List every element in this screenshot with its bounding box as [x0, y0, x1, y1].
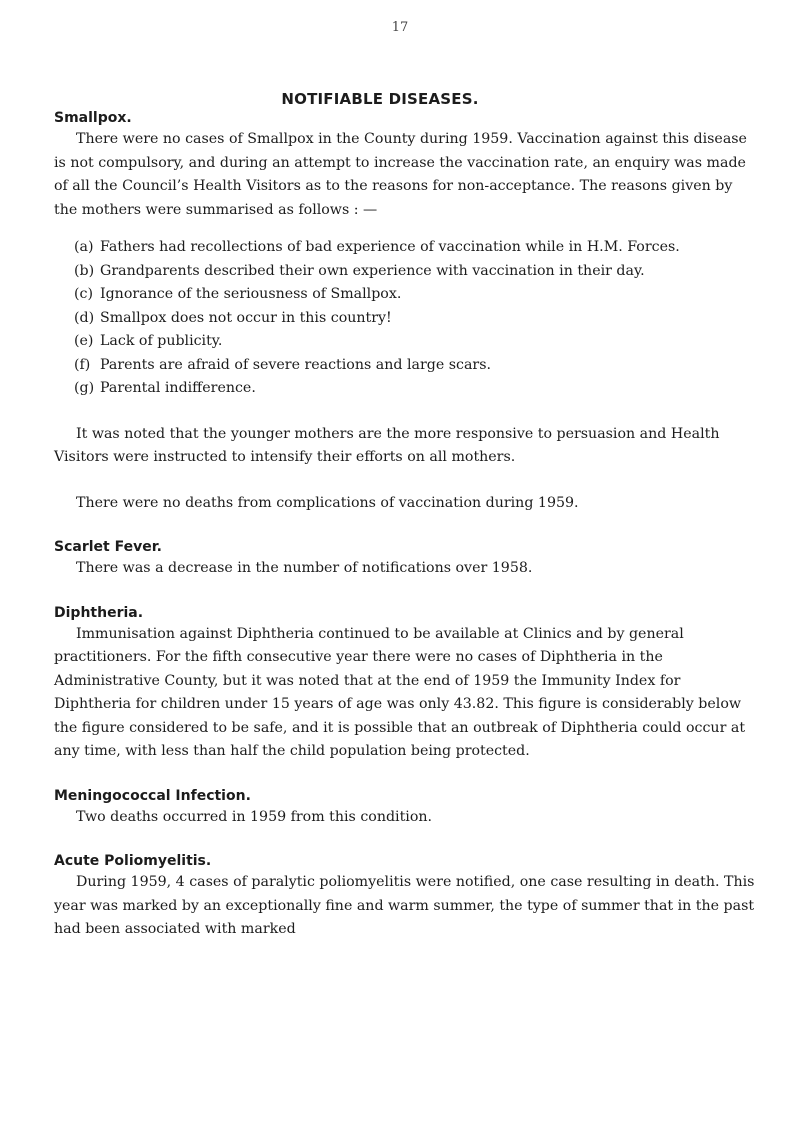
smallpox-paragraph-1: There were no cases of Smallpox in the County during 1959. Vaccination against this disease is not compulsory, and during an attempt to increase the vaccination rate, an enquiry was made of all the Council’s Health Visitors as to the reasons for non-acceptance. The reasons given by the mothers were summarised as follows : — — [54, 131, 747, 218]
list-item-marker: (d) — [74, 309, 95, 326]
non-acceptance-reasons-list — [54, 236, 760, 401]
list-item — [74, 236, 760, 260]
section-poliomyelitis — [54, 851, 760, 942]
list-item-marker: (g) — [74, 380, 95, 396]
list-item-text: Fathers had recollections of bad experience of vaccination while in H.M. Forces. — [100, 239, 680, 255]
smallpox-paragraph-3: There were no deaths from complications of vaccination during 1959. — [76, 494, 579, 511]
list-item-text: Lack of publicity. — [100, 333, 223, 349]
list-item — [74, 283, 760, 307]
list-item-text: Smallpox does not occur in this country! — [100, 309, 392, 326]
section-heading-smallpox: Smallpox. — [54, 110, 132, 126]
diphtheria-paragraph: Immunisation against Diphtheria continued to be available at Clinics and by general practitioners. For the fifth consecutive year there were no cases of Diphtheria in the Administrative County, but it was noted that at the end of 1959 the Immunity Index for Diphtheria for children under 15 years of age was only 43.82. This figure is considerably below the figure considered to be safe, and it is possible that an outbreak of Diphtheria could occur at any time, with less than half the child population being protected. — [54, 625, 746, 759]
list-item — [74, 377, 760, 401]
section-smallpox — [54, 108, 760, 515]
section-heading-poliomyelitis: Acute Poliomyelitis. — [54, 853, 212, 869]
page-number: 17 — [391, 20, 409, 35]
list-item-marker: (b) — [74, 262, 95, 279]
list-item-marker: (e) — [74, 333, 94, 349]
section-heading-diphtheria: Diphtheria. — [54, 604, 144, 621]
section-diphtheria — [54, 603, 760, 764]
section-heading-scarlet-fever: Scarlet Fever. — [54, 539, 162, 555]
list-item-text: Grandparents described their own experience with vaccination in their day. — [100, 262, 645, 279]
poliomyelitis-paragraph: During 1959, 4 cases of paralytic poliomyelitis were notified, one case resulting in death. This year was marked by an exceptionally fine and warm summer, the type of summer that in the past had been associated with marked — [54, 874, 755, 937]
list-item — [74, 260, 760, 284]
list-item — [74, 354, 760, 378]
scarlet-fever-paragraph: There was a decrease in the number of notifications over 1958. — [76, 560, 533, 576]
meningococcal-paragraph: Two deaths occurred in 1959 from this condition. — [76, 808, 433, 825]
list-item-text: Parental indifference. — [100, 380, 256, 396]
list-item — [74, 330, 760, 354]
list-item-marker: (f) — [74, 356, 91, 373]
document-body — [54, 108, 760, 942]
section-meningococcal — [54, 786, 760, 830]
list-item — [74, 307, 760, 331]
section-heading-meningococcal: Meningococcal Infection. — [54, 787, 251, 804]
page-title: NOTIFIABLE DISEASES. — [281, 90, 479, 108]
list-item-text: Parents are afraid of severe reactions and large scars. — [100, 356, 491, 373]
smallpox-paragraph-2: It was noted that the younger mothers are the more responsive to persuasion and Health Visitors were instructed to intensify their efforts on all mothers. — [54, 425, 720, 465]
list-item-text: Ignorance of the seriousness of Smallpox. — [100, 286, 402, 302]
list-item-marker: (c) — [74, 286, 94, 302]
section-scarlet-fever — [54, 537, 760, 581]
list-item-marker: (a) — [74, 239, 94, 255]
